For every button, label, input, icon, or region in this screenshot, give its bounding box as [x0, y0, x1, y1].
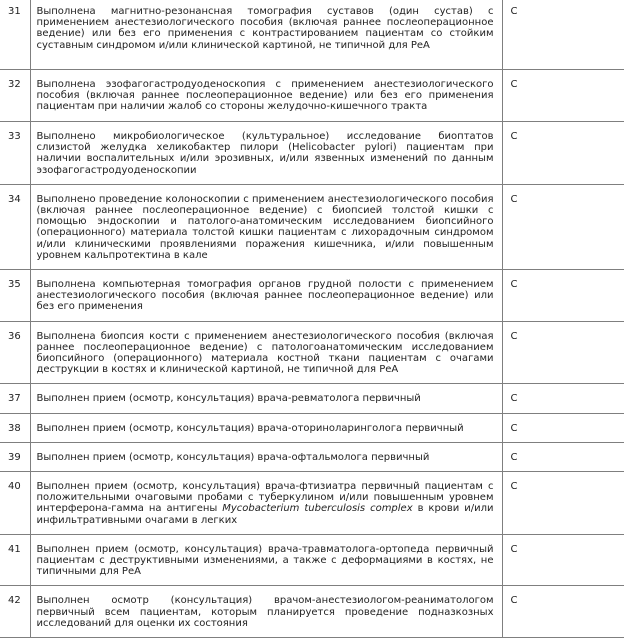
- evidence-grade: С: [502, 534, 624, 586]
- row-number: 34: [0, 184, 30, 269]
- row-number: 40: [0, 472, 30, 535]
- table-row: [0, 122, 624, 185]
- row-number: 36: [0, 321, 30, 384]
- row-number: 33: [0, 122, 30, 185]
- table-row: [0, 534, 624, 586]
- criterion-text: [30, 472, 502, 535]
- latin-organism-name: Mycobacterium tuberculosis complex: [222, 503, 413, 515]
- table-row: [0, 184, 624, 269]
- row-number: 31: [0, 0, 30, 70]
- criterion-text: Выполнено проведение колоноскопии с применением анестезиологического пособия (включая раннее послеоперационное ведение) с биопсией толстой кишки с помощью эндоскопии и патолого-анатомическим исследованием биопсийного (операционного) материала толстой кишки пациентам с лихорадочным синдромом и/или клиническими проявлениями поражения кишечника, и/или повышенным уровнем кальпротектина в кале: [30, 184, 502, 269]
- criterion-text: Выполнено микробиологическое (культуральное) исследование биоптатов слизистой желудка хеликобактер пилори (Helicobacter pylori) пациентам при наличии воспалительных и/или эрозивных, и/или язвенных изменений по данным эзофагогастродуоденоскопии: [30, 122, 502, 185]
- evidence-grade: С: [502, 270, 624, 322]
- criterion-text-part: Выполнен прием (осмотр, консультация) врача-фтизиатра первичный пациентам с положительными очаговыми пробами с туберкулином и/или повышенным уровнем интерферона-гамма на антигены: [36, 481, 494, 515]
- table-row: [0, 442, 624, 471]
- evidence-grade: С: [502, 413, 624, 442]
- evidence-grade: С: [502, 472, 624, 535]
- evidence-grade: С: [502, 321, 624, 384]
- row-number: 41: [0, 534, 30, 586]
- table-row: [0, 0, 624, 70]
- criterion-text: Выполнена компьютерная томография органов грудной полости с применением анестезиологического пособия (включая раннее послеоперационное ведение) или без его применения: [30, 270, 502, 322]
- table-row: [0, 70, 624, 122]
- evidence-grade: С: [502, 70, 624, 122]
- criterion-text: Выполнен прием (осмотр, консультация) врача-оториноларинголога первичный: [30, 413, 502, 442]
- table-row: [0, 472, 624, 535]
- row-number: 42: [0, 586, 30, 638]
- row-number: 37: [0, 384, 30, 413]
- criterion-text: Выполнена магнитно-резонансная томография суставов (один сустав) с применением анестезиологического пособия (включая раннее послеоперационное ведение) или без его применения с контрастированием пациентам со стойким суставным синдромом и/или клинической картиной, не типичной для РеА: [30, 0, 502, 70]
- table-row: [0, 270, 624, 322]
- evidence-grade: С: [502, 586, 624, 638]
- row-number: 32: [0, 70, 30, 122]
- evidence-grade: С: [502, 122, 624, 185]
- row-number: 35: [0, 270, 30, 322]
- criterion-text-part: в крови и/или инфильтративными очагами в легких: [36, 503, 494, 526]
- evidence-grade: С: [502, 0, 624, 70]
- criterion-text: Выполнена биопсия кости с применением анестезиологического пособия (включая раннее послеоперационное ведение) с патологоанатомическим исследованием биопсийного (операционного) материала костной ткани пациентам с очагами деструкции в костях и клинической картиной, не типичной для РеА: [30, 321, 502, 384]
- table-row: [0, 586, 624, 638]
- criterion-text: Выполнен прием (осмотр, консультация) врача-офтальмолога первичный: [30, 442, 502, 471]
- evidence-grade: С: [502, 442, 624, 471]
- row-number: 38: [0, 413, 30, 442]
- table-row: [0, 321, 624, 384]
- row-number: 39: [0, 442, 30, 471]
- table-row: [0, 384, 624, 413]
- table-row: [0, 413, 624, 442]
- criterion-text: Выполнен осмотр (консультация) врачом-анестезиологом-реаниматологом первичный всем пациентам, которым планируется проведение подназкозных исследований для оценки их состояния: [30, 586, 502, 638]
- evidence-grade: С: [502, 184, 624, 269]
- criterion-text: Выполнена эзофагогастродуоденоскопия с применением анестезиологического пособия (включая раннее послеоперационное ведение) или без его применения пациентам при наличии жалоб со стороны желудочно-кишечного тракта: [30, 70, 502, 122]
- evidence-grade: С: [502, 384, 624, 413]
- criterion-text: Выполнен прием (осмотр, консультация) врача-ревматолога первичный: [30, 384, 502, 413]
- criterion-text: Выполнен прием (осмотр, консультация) врача-травматолога-ортопеда первичный пациентам с деструктивными изменениями, а также с деформациями в костях, не типичными для РеА: [30, 534, 502, 586]
